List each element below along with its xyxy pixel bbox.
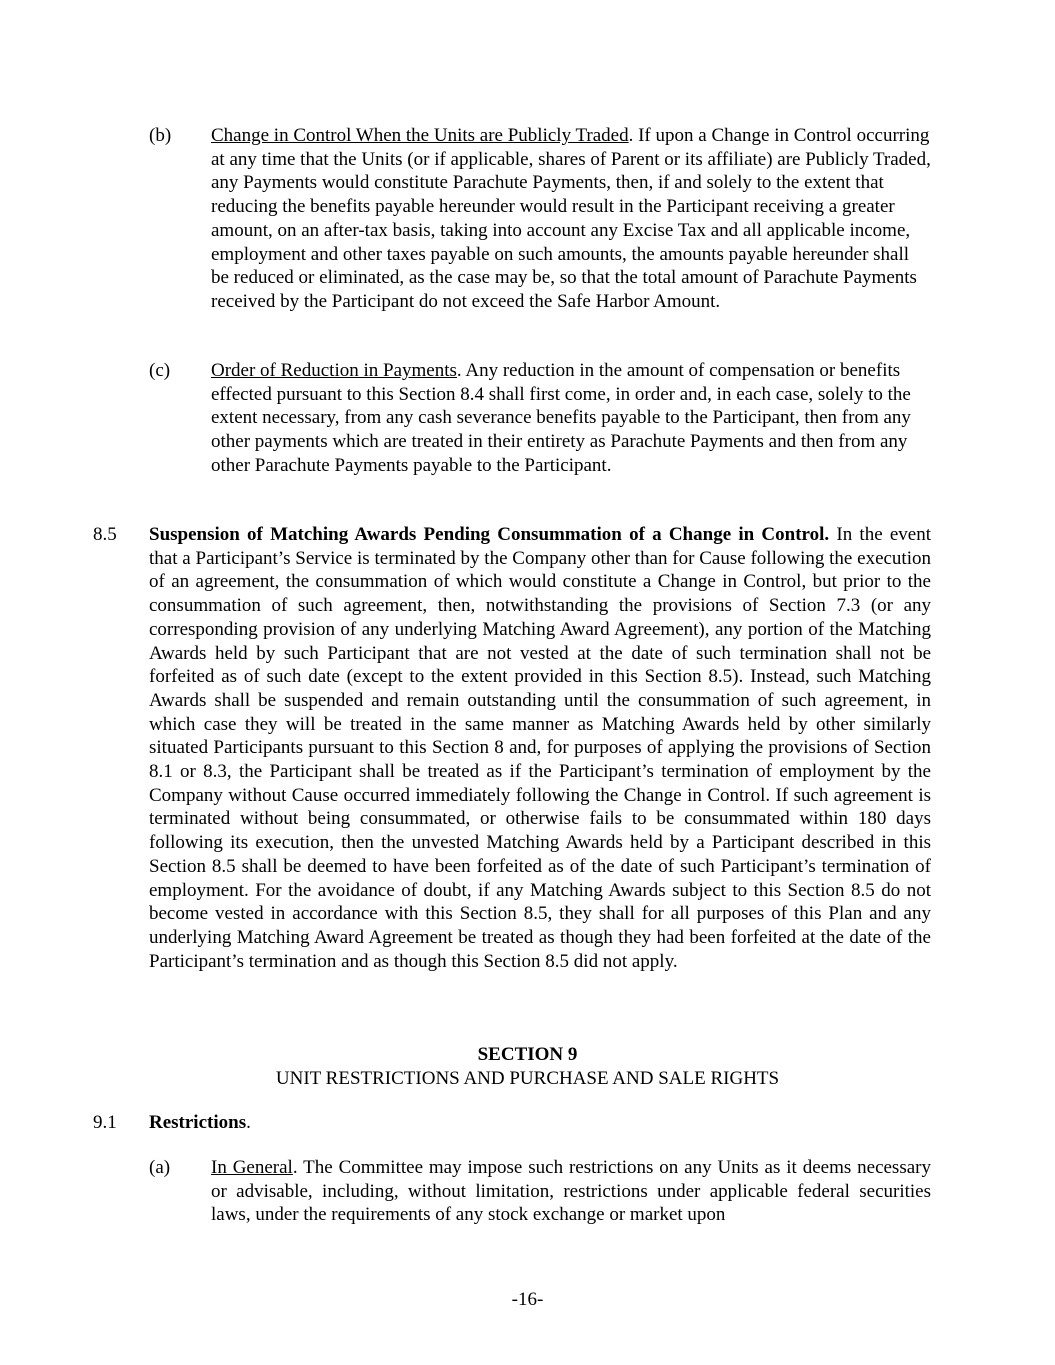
item-c-text: . Any reduction in the amount of compensation or benefits effected pursuant to this Section 8.4 shall first come, in order and, in each case, solely to the extent necessary, from any cash severance benefits payable to the Participant, then from any other payments which are treated in their entirety as Parachute Payments and then from any other Parachute Payments payable to the Participant.: [211, 360, 911, 476]
item-b-paragraph: [211, 124, 931, 314]
section-9-1-heading: Restrictions: [149, 1112, 247, 1133]
item-a-heading: In General: [211, 1157, 293, 1178]
section-9-1-number: 9.1: [93, 1112, 117, 1133]
section-9-title: SECTION 9: [477, 1044, 578, 1065]
item-b-text: . If upon a Change in Control occurring at any time that the Units (or if applicable, shares of Parent or its affiliate) are Publicly Traded, any Payments would constitute Parachute Payments, then, if and solely to the extent that reducing the benefits payable hereunder would result in the Participant receiving a greater amount, on an after-tax basis, taking into account any Excise Tax and all applicable income, employment and other taxes payable on such amounts, the amounts payable hereunder shall be reduced or eliminated, as the case may be, so that the total amount of Parachute Payments received by the Participant do not exceed the Safe Harbor Amount.: [211, 125, 931, 312]
item-c-number: (c): [149, 360, 171, 381]
page-number: -16-: [511, 1289, 544, 1310]
section-8-5-text: In the event that a Participant’s Service is terminated by the Company other than for Cause following the execution of an agreement, the consummation of which would constitute a Change in Control, but prior to the consummation of such agreement, then, notwithstanding the provisions of Section 7.3 (or any corresponding provision of any underlying Matching Award Agreement), any portion of the Matching Awards held by such Participant that are not vested at the date of such termination shall not be forfeited as of such date (except to the extent provided in this Section 8.5). Instead, such Matching Awards shall be suspended and remain outstanding until the consummation of such agreement, in which case they will be treated in the same manner as Matching Awards held by other similarly situated Participants pursuant to this Section 8 and, for purposes of applying the provisions of Section 8.1 or 8.3, the Participant shall be treated as if the Participant’s termination of employment by the Company without Cause occurred immediately following the Change in Control. If such agreement is terminated without being consummated, or otherwise fails to be consummated within 180 days following its execution, then the unvested Matching Awards held by a Participant described in this Section 8.5 shall be deemed to have been forfeited as of the date of such Participant’s termination of employment. For the avoidance of doubt, if any Matching Awards subject to this Section 8.5 do not become vested in accordance with this Section 8.5, they shall for all purposes of this Plan and any underlying Matching Award Agreement be treated as though they had been forfeited at the date of the Participant’s termination and as though this Section 8.5 did not apply.: [149, 524, 932, 972]
section-8-5-paragraph: [149, 523, 931, 973]
item-b-number: (b): [149, 125, 172, 146]
item-b-heading: Change in Control When the Units are Publicly Traded: [211, 125, 629, 146]
item-a-number: (a): [149, 1157, 171, 1178]
section-9-1-title: [149, 1111, 251, 1135]
section-8-5-number: 8.5: [93, 524, 117, 545]
item-c-paragraph: [211, 359, 931, 478]
section-8-5-heading: Suspension of Matching Awards Pending Consummation of a Change in Control.: [149, 524, 830, 545]
section-9-subtitle: UNIT RESTRICTIONS AND PURCHASE AND SALE RIGHTS: [275, 1067, 780, 1089]
section-9-1-period: .: [246, 1112, 251, 1133]
section-9-heading-block: [0, 1043, 1055, 1090]
item-a-paragraph: [211, 1156, 931, 1227]
item-a-text: . The Committee may impose such restrictions on any Units as it deems necessary or advisable, including, without limitation, restrictions under applicable federal securities laws, under the requirements of any stock exchange or market upon: [211, 1157, 931, 1226]
item-c-heading: Order of Reduction in Payments: [211, 360, 457, 381]
